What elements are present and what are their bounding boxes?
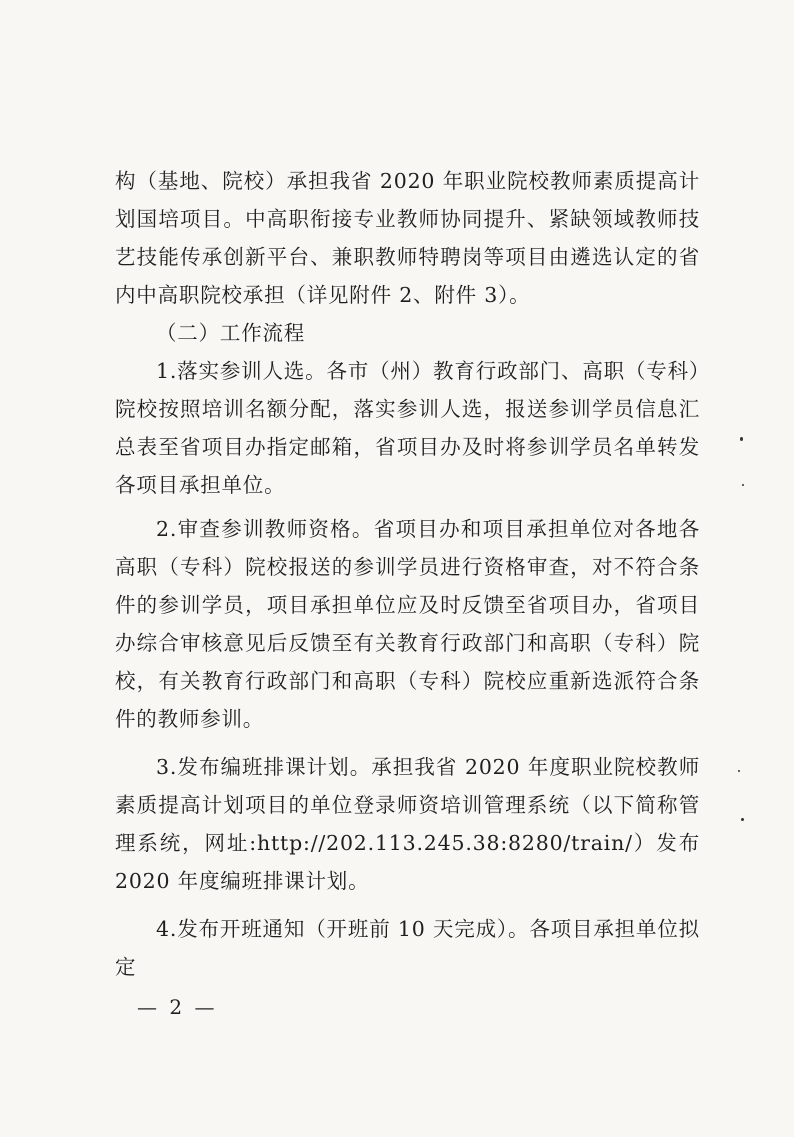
paragraph-step-2: 2.审查参训教师资格。省项目办和项目承担单位对各地各高职（专科）院校报送的参训学员进行资格审查，对不符合条件的参训学员，项目承担单位应及时反馈至省项目办，省项目办综合审核意见后反馈至有关教育行政部门和高职（专科）院校，有关教育行政部门和高职（专科）院校应重新选派符合条件的教师参训。 — [115, 517, 700, 731]
scan-speck — [742, 484, 744, 486]
paragraph-step-4: 4.发布开班通知（开班前 10 天完成）。各项目承担单位拟定 — [115, 917, 700, 979]
paragraph-step-1: 1.落实参训人选。各市（州）教育行政部门、高职（专科）院校按照培训名额分配，落实参训人选，报送参训学员信息汇总表至省项目办指定邮箱，省项目办及时将参训学员名单转发各项目承担单位。 — [115, 359, 700, 497]
paragraph-step-3: 3.发布编班排课计划。承担我省 2020 年度职业院校教师素质提高计划项目的单位登录师资培训管理系统（以下简称管理系统，网址:http://202.113.245.38:8280/train/）发布 2020 年度编班排课计划。 — [115, 755, 700, 893]
scan-speck — [738, 770, 740, 772]
page-number: — 2 — — [137, 995, 218, 1019]
document-body — [115, 162, 700, 986]
paragraph-continuation: 构（基地、院校）承担我省 2020 年职业院校教师素质提高计划国培项目。中高职衔接专业教师协同提升、紧缺领域教师技艺技能传承创新平台、兼职教师特聘岗等项目由遴选认定的省内中高职院校承担（详见附件 2、附件 3）。 — [115, 169, 700, 307]
scan-speck — [741, 818, 744, 821]
section-heading-workflow: （二）工作流程 — [156, 321, 306, 345]
scan-speck — [740, 437, 743, 441]
